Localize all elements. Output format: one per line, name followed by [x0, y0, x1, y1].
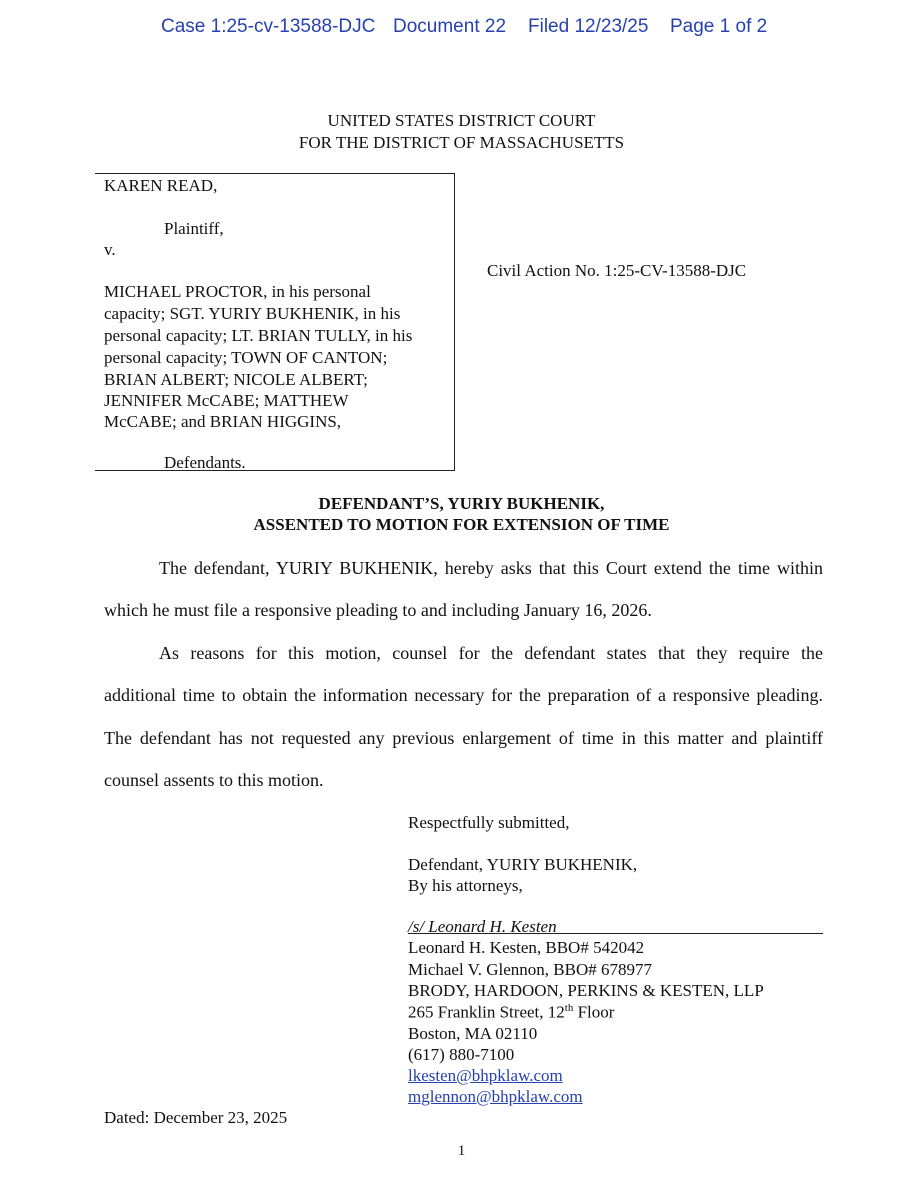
attorney-1: Leonard H. Kesten, BBO# 542042 [408, 938, 645, 957]
closing: Respectfully submitted, [408, 813, 570, 832]
defendants-line: capacity; SGT. YURIY BUKHENIK, in his [104, 304, 401, 323]
civil-action-number: Civil Action No. 1:25-CV-13588-DJC [487, 261, 747, 280]
versus: v. [104, 240, 116, 259]
plaintiff-name: KAREN READ, [104, 176, 218, 195]
motion-title-line2: ASSENTED TO MOTION FOR EXTENSION OF TIME [253, 515, 670, 534]
filed-date-header: Filed 12/23/25 [528, 16, 649, 37]
electronic-signature: /s/ Leonard H. Kesten [408, 917, 557, 936]
paragraph-2-line: additional time to obtain the information necessary for the preparation of a responsive pleading. [104, 685, 823, 705]
defendants-line: BRIAN ALBERT; NICOLE ALBERT; [104, 370, 368, 389]
defendants-line: JENNIFER McCABE; MATTHEW [104, 391, 349, 410]
paragraph-1-line: which he must file a responsive pleading to and including January 16, 2026. [104, 600, 652, 620]
document-number-header: Document 22 [393, 16, 507, 37]
attorney-2: Michael V. Glennon, BBO# 678977 [408, 960, 652, 979]
court-name: UNITED STATES DISTRICT COURT [327, 111, 596, 130]
paragraph-2-line: As reasons for this motion, counsel for the defendant states that they require the [159, 643, 823, 663]
defendants-line: personal capacity; LT. BRIAN TULLY, in his [104, 326, 413, 345]
dated-line: Dated: December 23, 2025 [104, 1108, 288, 1127]
street-address-floor: Floor [573, 1002, 615, 1022]
signing-party: Defendant, YURIY BUKHENIK, [408, 855, 638, 874]
paragraph-2-line: counsel assents to this motion. [104, 770, 324, 790]
plaintiff-role: Plaintiff, [164, 219, 224, 238]
defendants-line: McCABE; and BRIAN HIGGINS, [104, 412, 342, 431]
paragraph-2-line: The defendant has not requested any previous enlargement of time in this matter and plaintiff [104, 728, 823, 748]
page-number: 1 [457, 1143, 466, 1159]
case-number-header: Case 1:25-cv-13588-DJC [161, 16, 376, 37]
signature-line [408, 933, 823, 934]
motion-title-line1: DEFENDANT’S, YURIY BUKHENIK, [318, 494, 605, 513]
by-attorneys: By his attorneys, [408, 876, 523, 895]
street-address [408, 1002, 614, 1023]
email-link-kesten[interactable]: lkesten@bhpklaw.com [408, 1066, 563, 1085]
phone-number: (617) 880-7100 [408, 1045, 515, 1064]
defendants-line: personal capacity; TOWN OF CANTON; [104, 348, 388, 367]
court-district: FOR THE DISTRICT OF MASSACHUSETTS [298, 133, 625, 152]
defendants-role: Defendants. [164, 453, 246, 472]
paragraph-1-line: The defendant, YURIY BUKHENIK, hereby asks that this Court extend the time within [159, 558, 823, 578]
email-link-glennon[interactable]: mglennon@bhpklaw.com [408, 1087, 583, 1106]
city-state-zip: Boston, MA 02110 [408, 1024, 538, 1043]
defendants-line: MICHAEL PROCTOR, in his personal [104, 282, 371, 301]
law-firm: BRODY, HARDOON, PERKINS & KESTEN, LLP [408, 981, 764, 1000]
page-count-header: Page 1 of 2 [670, 16, 768, 37]
street-address-suffix: th [564, 1002, 574, 1014]
street-address-text: 265 Franklin Street, 12 [408, 1002, 565, 1022]
